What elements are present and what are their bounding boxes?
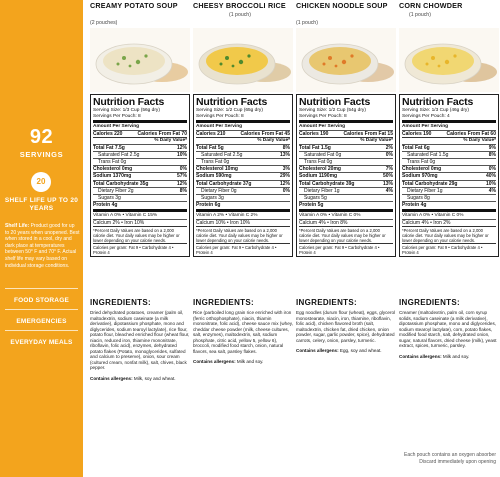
nutrient-name: Saturated Fat 2.5g [201, 151, 243, 158]
nutrient-name: Cholesterol 0mg [402, 166, 442, 173]
nutrient-name: Dietary Fiber 2g [98, 187, 134, 194]
shelf-life-heading: SHELF LIFE UP TO 20 YEARS [4, 197, 79, 212]
nutrient-row [196, 180, 290, 187]
nutrition-facts-title: Nutrition Facts [299, 96, 371, 108]
nf-divider [299, 120, 393, 123]
nutrient-name: Trans Fat 0g [407, 158, 436, 165]
nf-divider [93, 209, 187, 212]
nutrient-daily-value: 50% [382, 173, 393, 180]
daily-value-note: *Percent Daily Values are based on a 2,000 calorie diet. Your daily values may be higher or lower depending on your calorie needs. [93, 228, 180, 244]
nf-divider [402, 209, 496, 212]
nutrient-daily-value: 0% [179, 166, 187, 173]
nutrient-rows [93, 144, 187, 209]
shelf-life-info-text: Product good for up to 20 years when unopened. Best when stored in a cool, dry and dark place at temperatures between 50° F and 70° F. Actual shelf life may vary based on individual storage conditions. [5, 223, 80, 269]
nutrient-row [299, 151, 393, 158]
allergen-label: Contains allergens: [399, 354, 442, 359]
calories: Calories 220 [93, 130, 123, 137]
ingredients-text: Egg noodles (durum flour (wheat), eggs, glycerol monostearate, niacin, iron, thiamine, riboflavin, folic acid), chicken flavored broth (salt, maltodextrin, chicken fat, dried chicken, onion powder, sugar, garlic powder, spice), dehydrated carrots, celery, onion, parsley, turmeric. [296, 310, 396, 343]
calories-row [402, 130, 496, 137]
nutrient-daily-value: 2% [385, 144, 393, 151]
servings-per-pouch: Servings Per Pouch: 8 [93, 113, 141, 119]
daily-value-label: % Daily Value* [257, 137, 290, 143]
nutrient-daily-value: 12% [176, 144, 187, 151]
ingredients-text: Rice (parboiled long grain rice enriched with iron (ferric orthophosphate), niacin, thiamin mononitrate, folic acid), cheese sauce mix (whey, cheddar cheese powder (milk, cheese cultures, salt, enzymes), maltodextrin, salt, sodium phosphate, citric acid, yellow 5, yellow 6), broccoli, modified food starch, onion, natural flavors, sea salt, parsley flakes. [193, 310, 293, 354]
nutrition-facts-panel [399, 94, 499, 257]
nutrient-name: Cholesterol 0mg [93, 166, 133, 173]
nutrient-name: Dietary Fiber 1g [304, 187, 340, 194]
product-title: CORN CHOWDER [399, 1, 463, 10]
vitamins-text: Calcium 4% • Iron 8% [299, 220, 348, 226]
nutrient-row [299, 144, 393, 151]
nf-divider [299, 226, 393, 227]
sidebar-divider [5, 330, 78, 331]
nutrient-row [402, 187, 496, 194]
nutrient-rows [299, 144, 393, 209]
nutrient-row [93, 194, 187, 201]
nutrient-row [299, 158, 393, 165]
nf-divider [402, 226, 496, 227]
tag-emergencies: EMERGENCIES [16, 318, 67, 325]
nutrition-facts-title: Nutrition Facts [93, 96, 165, 108]
nf-divider [196, 209, 290, 212]
nutrient-rows [196, 144, 290, 209]
nutrient-row [196, 144, 290, 151]
shelf-life-badge-icon: 20 [31, 172, 51, 192]
allergen-statement [296, 348, 396, 354]
nutrition-facts-panel [193, 94, 293, 257]
calories-row [93, 130, 187, 137]
nutrient-row [93, 187, 187, 194]
calories-from-fat: Calories From Fat 45 [240, 130, 290, 137]
servings-per-pouch: Servings Per Pouch: 8 [299, 113, 347, 119]
nutrient-daily-value: 7% [385, 166, 393, 173]
nutrient-name: Protein 4g [402, 202, 427, 209]
nutrient-name: Total Fat 5g [196, 144, 224, 151]
serving-size: Serving Size: 1/2 Cup (54g dry) [299, 108, 366, 113]
nf-divider [402, 243, 496, 244]
food-photo [296, 28, 396, 92]
allergen-statement [399, 354, 499, 360]
allergen-text: Egg, soy and wheat. [339, 348, 382, 353]
serving-size: Serving Size: 1/2 Cup (65g dry) [196, 108, 263, 113]
nutrient-row [93, 201, 187, 208]
nf-divider [196, 120, 290, 123]
nutrient-row [402, 144, 496, 151]
daily-value-label: % Daily Value* [463, 137, 496, 143]
nutrient-row [93, 165, 187, 172]
nutrient-row [299, 180, 393, 187]
calories-from-fat: Calories From Fat 15 [343, 130, 393, 137]
footer-line-2: Discard immediately upon opening [419, 458, 496, 465]
nutrient-name: Sodium 590mg [196, 173, 232, 180]
calories-per-gram: Calories per gram: Fat 9 • Carbohydrate 4 • Protein 4 [299, 245, 380, 256]
calories: Calories 190 [299, 130, 329, 137]
nf-divider [299, 243, 393, 244]
nutrient-name: Cholesterol 10mg [196, 166, 238, 173]
nutrient-daily-value: 9% [488, 144, 496, 151]
nutrient-name: Sugars 3g [201, 195, 224, 201]
nutrient-daily-value: 8% [282, 144, 290, 151]
nutrient-name: Saturated Fat 1.5g [407, 151, 449, 158]
product-pouch-count: (1 pouch) [409, 12, 431, 18]
nutrient-row [196, 194, 290, 201]
product-pouch-count: (1 pouch) [229, 12, 251, 18]
nf-divider [93, 243, 187, 244]
nf-divider [196, 226, 290, 227]
nutrient-row [93, 151, 187, 158]
nutrient-name: Sodium 1190mg [299, 173, 338, 180]
nutrition-facts-title: Nutrition Facts [196, 96, 268, 108]
nutrient-name: Total Fat 7.5g [93, 144, 125, 151]
ingredients-heading: INGREDIENTS: [296, 298, 357, 307]
nutrient-rows [402, 144, 496, 209]
serving-size: Serving Size: 1/3 Cup (56g dry) [93, 108, 160, 113]
vitamins-text: Calcium 2% • Iron 10% [93, 220, 145, 226]
allergen-text: Milk, soy and wheat. [133, 376, 176, 381]
nutrient-name: Trans Fat 0g [201, 158, 230, 165]
nutrient-row [93, 144, 187, 151]
nutrient-row [299, 201, 393, 208]
nutrient-daily-value: 0% [282, 187, 290, 194]
nutrient-name: Saturated Fat 2.5g [98, 151, 140, 158]
daily-value-label: % Daily Value* [360, 137, 393, 143]
nutrient-row [299, 187, 393, 194]
ingredients-heading: INGREDIENTS: [399, 298, 460, 307]
nutrient-row [196, 187, 290, 194]
nutrient-daily-value: 4% [385, 187, 393, 194]
nutrient-daily-value: 13% [279, 151, 290, 158]
vitamins-row-2 [196, 219, 290, 226]
ingredients-heading: INGREDIENTS: [90, 298, 151, 307]
calories-row [196, 130, 290, 137]
daily-value-note: *Percent Daily Values are based on a 2,000 calorie diet. Your daily values may be higher or lower depending on your calorie needs. [196, 228, 283, 244]
nutrient-row [93, 172, 187, 179]
nutrient-name: Saturated Fat 0g [304, 151, 342, 158]
nutrient-name: Total Fat 6g [402, 144, 430, 151]
calories-per-gram: Calories per gram: Fat 9 • Carbohydrate 4 • Protein 4 [196, 245, 277, 256]
nutrition-facts-title: Nutrition Facts [402, 96, 474, 108]
nutrient-daily-value: 4% [488, 187, 496, 194]
nutrient-row [93, 180, 187, 187]
amount-per-serving: Amount Per Serving [196, 124, 243, 130]
vitamins-row-2 [93, 219, 187, 226]
amount-per-serving: Amount Per Serving [93, 124, 140, 130]
shelf-life-info [5, 223, 80, 269]
daily-value-note: *Percent Daily Values are based on a 2,000 calorie diet. Your daily values may be higher or lower depending on your calorie needs. [402, 228, 489, 244]
servings-per-pouch: Servings Per Pouch: 4 [402, 113, 450, 119]
allergen-text: Milk and soy. [442, 354, 470, 359]
nutrient-name: Sodium 1370mg [93, 173, 132, 180]
calories-per-gram: Calories per gram: Fat 9 • Carbohydrate 4 • Protein 4 [402, 245, 483, 256]
nutrient-row [196, 151, 290, 158]
nutrient-name: Sugars 5g [304, 195, 327, 201]
amount-per-serving: Amount Per Serving [402, 124, 449, 130]
amount-per-serving: Amount Per Serving [299, 124, 346, 130]
nutrient-name: Trans Fat 0g [304, 158, 333, 165]
nutrient-name: Trans Fat 0g [98, 158, 127, 165]
nutrient-daily-value: 40% [485, 173, 496, 180]
product-title: CHEESY BROCCOLI RICE [193, 1, 286, 10]
nutrient-name: Total Carbohydrate 35g [93, 180, 149, 187]
nutrient-daily-value: 12% [279, 180, 290, 187]
product-title: CHICKEN NOODLE SOUP [296, 1, 388, 10]
nutrient-name: Total Carbohydrate 29g [402, 180, 458, 187]
allergen-label: Contains allergens: [193, 359, 236, 364]
food-photo [193, 28, 293, 92]
product-column-4 [399, 0, 499, 477]
nf-divider [93, 226, 187, 227]
nutrient-name: Protein 4g [93, 202, 118, 209]
nutrient-name: Total Fat 1.5g [299, 144, 331, 151]
nutrient-name: Cholesterol 20mg [299, 166, 341, 173]
nutrient-row [402, 165, 496, 172]
oxygen-absorber-note [386, 452, 496, 465]
calories-row [299, 130, 393, 137]
nutrient-daily-value: 10% [485, 180, 496, 187]
nf-divider [93, 120, 187, 123]
product-column-3 [296, 0, 398, 477]
nutrient-row [402, 194, 496, 201]
daily-value-note: *Percent Daily Values are based on a 2,000 calorie diet. Your daily values may be higher or lower depending on your calorie needs. [299, 228, 386, 244]
nutrient-daily-value: 8% [488, 151, 496, 158]
nutrient-name: Total Carbohydrate 37g [196, 180, 252, 187]
nutrient-row [402, 201, 496, 208]
nutrition-facts-panel [296, 94, 396, 257]
servings-number: 92 [29, 126, 54, 148]
ingredients-text: Dried dehydrated potatoes, creamer (palm oil, maltodextrin, sodium caseinate (a milk derivative), dipotassium phosphate, mono and diglycerides, sodium tearoyl lactylate), rice flour, potato flour, bleached enriched flour (wheat flour, niacin, reduced iron, thiamine mononitrate, riboflavin, folic acid), enzymes, dehydrated potato flakes (Potato, monoglycerides, sulfated and calcium to preserve), onion, sour cream (cultured cream, nonfat milk), salt, chives, black pepper. [90, 310, 190, 370]
shelf-life-info-label: Shelf Life: [5, 223, 30, 229]
vitamins-row-1: Vitamin A 2% • Vitamin C 2% [196, 213, 258, 219]
ingredients-heading: INGREDIENTS: [193, 298, 254, 307]
nutrient-name: Dietary Fiber 0g [201, 187, 237, 194]
tag-food-storage: FOOD STORAGE [13, 297, 69, 304]
nutrient-name: Dietary Fiber 1g [407, 187, 443, 194]
nutrition-facts-panel [90, 94, 190, 257]
nutrient-row [299, 194, 393, 201]
product-pouch-count: (2 pouches) [90, 20, 118, 26]
vitamins-row-2 [402, 219, 496, 226]
product-pouch-count: (1 pouch) [296, 20, 318, 26]
vitamins-row-1: Vitamin A 0% • Vitamin C 15% [93, 213, 158, 219]
product-title: CREAMY POTATO SOUP [90, 1, 178, 10]
vitamins-text: Calcium 10% • Iron 10% [196, 220, 250, 226]
nutrient-name: Sugars 8g [407, 195, 430, 201]
nutrient-row [402, 172, 496, 179]
nutrient-row [402, 180, 496, 187]
nutrient-daily-value: 13% [382, 180, 393, 187]
nutrient-row [93, 158, 187, 165]
allergen-text: Milk and soy. [236, 359, 264, 364]
allergen-statement [193, 359, 293, 365]
calories-from-fat: Calories From Fat 60 [446, 130, 496, 137]
nutrient-daily-value: 8% [179, 187, 187, 194]
allergen-label: Contains allergens: [296, 348, 339, 353]
nutrient-name: Total Carbohydrate 39g [299, 180, 355, 187]
calories: Calories 210 [196, 130, 226, 137]
calories: Calories 190 [402, 130, 432, 137]
nutrient-name: Protein 5g [299, 202, 324, 209]
calories-from-fat: Calories From Fat 70 [137, 130, 187, 137]
vitamins-text: Calcium 4% • Iron 2% [402, 220, 451, 226]
nutrient-row [402, 158, 496, 165]
nutrient-daily-value: 12% [176, 180, 187, 187]
nutrient-name: Sodium 970mg [402, 173, 438, 180]
allergen-statement [90, 376, 190, 382]
vitamins-row-1: Vitamin A 0% • Vitamin C 0% [402, 213, 464, 219]
nutrient-row [196, 158, 290, 165]
serving-size: Serving Size: 1/3 Cup (46g dry) [402, 108, 469, 113]
servings-label: SERVINGS [19, 150, 64, 159]
allergen-label: Contains allergens: [90, 376, 133, 381]
calories-per-gram: Calories per gram: Fat 9 • Carbohydrate 4 • Protein 4 [93, 245, 174, 256]
nutrient-row [299, 172, 393, 179]
nutrient-row [196, 172, 290, 179]
nutrient-daily-value: 57% [176, 173, 187, 180]
nf-divider [196, 243, 290, 244]
nutrient-name: Protein 6g [196, 202, 221, 209]
product-column-2 [193, 0, 295, 477]
nutrient-daily-value: 0% [385, 151, 393, 158]
nutrient-daily-value: 3% [282, 166, 290, 173]
product-column-1 [90, 0, 192, 477]
nutrient-row [196, 201, 290, 208]
sidebar-divider [5, 288, 78, 289]
nutrient-row [402, 151, 496, 158]
nf-divider [402, 120, 496, 123]
nutrient-name: Sugars 3g [98, 195, 121, 201]
tag-everyday-meals: EVERYDAY MEALS [10, 339, 73, 346]
food-photo [90, 28, 190, 92]
sidebar [0, 0, 83, 477]
ingredients-text: Creamer (maltodextrin, palm oil, corn syrup solids, sodium caseinate (a milk derivative), dipotassium phosphate, mono and diglycerides, sodium stearoyl lactylate), corn, potato flakes, modified food starch, salt, dehydrated onion, sugar, natural flavors, dried cheese (milk), yeast extract, spices, turmeric, parsley. [399, 310, 497, 348]
vitamins-row-2 [299, 219, 393, 226]
nutrient-row [299, 165, 393, 172]
nutrient-daily-value: 0% [488, 166, 496, 173]
footer-line-1: Each pouch contains an oxygen absorber [403, 452, 496, 458]
vitamins-row-1: Vitamin A 0% • Vitamin C 0% [299, 213, 361, 219]
servings-per-pouch: Servings Per Pouch: 8 [196, 113, 244, 119]
nutrient-daily-value: 29% [279, 173, 290, 180]
sidebar-divider [5, 309, 78, 310]
nutrient-row [196, 165, 290, 172]
food-photo [399, 28, 499, 92]
nf-divider [299, 209, 393, 212]
daily-value-label: % Daily Value* [154, 137, 187, 143]
nutrient-daily-value: 10% [176, 151, 187, 158]
